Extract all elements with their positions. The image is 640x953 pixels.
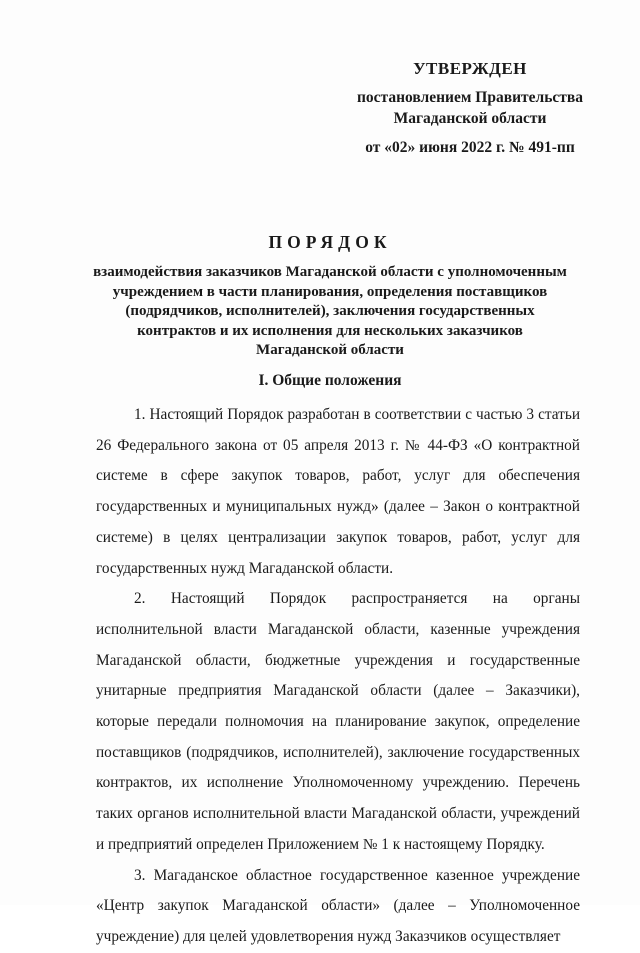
paragraph-2: 2. Настоящий Порядок распространяется на органы исполнительной власти Магаданской области, казенные учреждения Магаданской области, бюджетные учреждения и государственные унитарные предприятия Магаданской области (далее – Заказчики), которые передали полномочия на планирование закупок, определение поставщиков (подрядчиков, исполнителей), заключение государственных контрактов, их исполнение Уполномоченному учреждению. Перечень таких органов исполнительной власти Магаданской области, учреждений и предприятий определен Приложением № 1 к настоящему Порядку. (96, 590, 580, 853)
paragraph-3: 3. Магаданское областное государственное казенное учреждение «Центр закупок Магаданской области» (далее – Уполномоченное учреждение) для целей удовлетворения нужд Заказчиков осуществляет (96, 866, 580, 945)
body-text (96, 400, 580, 953)
approval-date: от «02» июня 2022 г. № 491-пп (365, 139, 575, 156)
subtitle-line-4: контрактов и их исполнения для нескольких заказчиков (137, 322, 523, 339)
subtitle-line-1: взаимодействия заказчиков Магаданской области с уполномоченным (93, 264, 567, 280)
section-heading: I. Общие положения (258, 372, 402, 389)
document-title: ПОРЯДОК (268, 232, 392, 252)
subtitle-line-2: учреждением в части планирования, определения поставщиков (112, 283, 548, 300)
subtitle-line-5: Магаданской области (256, 342, 404, 358)
approval-stamp: УТВЕРЖДЕН (413, 59, 527, 78)
approval-by-line-1: постановлением Правительства (356, 89, 584, 106)
document-title-block (80, 232, 580, 361)
paragraph-1: 1. Настоящий Порядок разработан в соответствии с частью 3 статьи 26 Федерального закона от 05 апреля 2013 г. № 44-ФЗ «О контрактной системе в сфере закупок товаров, работ, услуг для обеспечения государственных и муниципальных нужд» (далее – Закон о контрактной системе) в целях централизации закупок товаров, работ, услуг для государственных нужд Магаданской области. (96, 406, 580, 577)
approval-by-line-2: Магаданской области (393, 110, 547, 127)
approval-block (330, 58, 610, 158)
subtitle-line-3: (подрядчиков, исполнителей), заключения государственных (125, 303, 535, 319)
document-subtitle (80, 263, 580, 361)
